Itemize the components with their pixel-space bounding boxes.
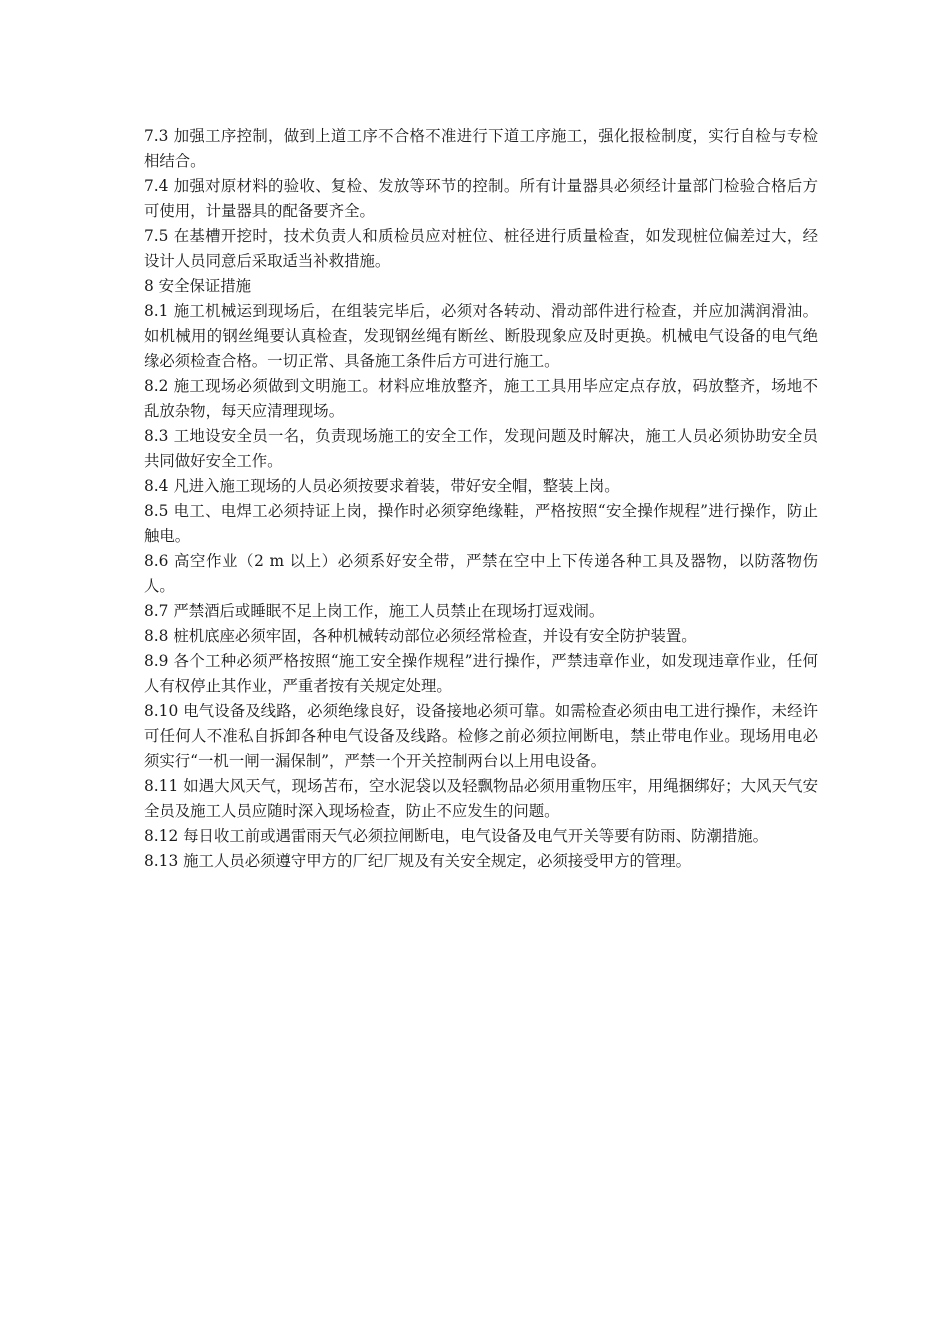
paragraph-7-3: 7.3 加强工序控制，做到上道工序不合格不准进行下道工序施工，强化报检制度，实行自检与专检相结合。 <box>144 127 818 170</box>
paragraph-8-2: 8.2 施工现场必须做到文明施工。材料应堆放整齐，施工工具用毕应定点存放，码放整齐，场地不乱放杂物，每天应清理现场。 <box>144 377 818 420</box>
section-heading-8: 8 安全保证措施 <box>144 277 252 295</box>
paragraph-8-5: 8.5 电工、电焊工必须持证上岗，操作时必须穿绝缘鞋，严格按照“安全操作规程”进行操作，防止触电。 <box>144 502 818 545</box>
paragraph-7-5: 7.5 在基槽开挖时，技术负责人和质检员应对桩位、桩径进行质量检查，如发现桩位偏差过大，经设计人员同意后采取适当补救措施。 <box>144 227 818 270</box>
paragraph-8-9: 8.9 各个工种必须严格按照“施工安全操作规程”进行操作，严禁违章作业，如发现违章作业，任何人有权停止其作业，严重者按有关规定处理。 <box>144 652 818 695</box>
paragraph-8-8: 8.8 桩机底座必须牢固，各种机械转动部位必须经常检查，并设有安全防护装置。 <box>144 627 697 645</box>
paragraph-8-6: 8.6 高空作业（2 m 以上）必须系好安全带，严禁在空中上下传递各种工具及器物，以防落物伤人。 <box>144 552 818 595</box>
paragraph-8-12: 8.12 每日收工前或遇雷雨天气必须拉闸断电，电气设备及电气开关等要有防雨、防潮措施。 <box>144 827 769 845</box>
paragraph-8-10: 8.10 电气设备及线路，必须绝缘良好，设备接地必须可靠。如需检查必须由电工进行操作，未经许可任何人不准私自拆卸各种电气设备及线路。检修之前必须拉闸断电，禁止带电作业。现场用电必须实行“一机一闸一漏保制”，严禁一个开关控制两台以上用电设备。 <box>144 702 818 770</box>
paragraph-8-3: 8.3 工地设安全员一名，负责现场施工的安全工作，发现问题及时解决，施工人员必须协助安全员共同做好安全工作。 <box>144 427 818 470</box>
paragraph-8-11: 8.11 如遇大风天气，现场苫布，空水泥袋以及轻飘物品必须用重物压牢，用绳捆绑好；大风天气安全员及施工人员应随时深入现场检查，防止不应发生的问题。 <box>144 777 818 820</box>
document-body <box>144 124 818 874</box>
paragraph-8-1: 8.1 施工机械运到现场后，在组装完毕后，必须对各转动、滑动部件进行检查，并应加满润滑油。如机械用的钢丝绳要认真检查，发现钢丝绳有断丝、断股现象应及时更换。机械电气设备的电气绝缘必须检查合格。一切正常、具备施工条件后方可进行施工。 <box>144 302 818 370</box>
paragraph-8-13: 8.13 施工人员必须遵守甲方的厂纪厂规及有关安全规定，必须接受甲方的管理。 <box>144 852 692 870</box>
paragraph-8-7: 8.7 严禁酒后或睡眠不足上岗工作，施工人员禁止在现场打逗戏闹。 <box>144 602 605 620</box>
paragraph-8-4: 8.4 凡进入施工现场的人员必须按要求着装，带好安全帽，整装上岗。 <box>144 477 620 495</box>
paragraph-7-4: 7.4 加强对原材料的验收、复检、发放等环节的控制。所有计量器具必须经计量部门检验合格后方可使用，计量器具的配备要齐全。 <box>144 177 818 220</box>
